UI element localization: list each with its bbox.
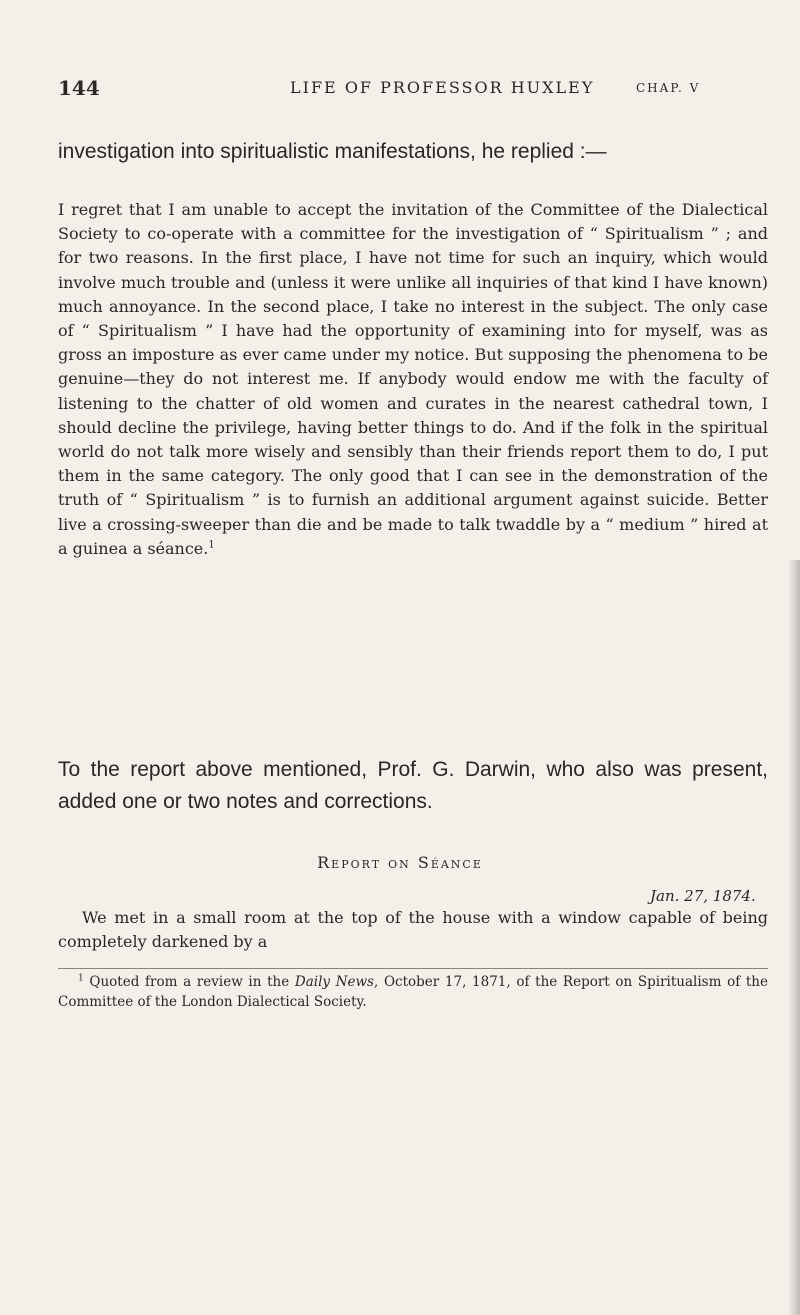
chapter-label: CHAP. V (636, 81, 701, 95)
quoted-letter-text: I regret that I am unable to accept the invitation of the Committee of the Dialectical Society to co-operate with a committee for the investigation of “ Spiritualism ” ; and for two reasons. In the first place, I have not time for such an inquiry, which would involve much trouble and (unless it were unlike all inquiries of that kind I have known) much annoyance. In the second place, I take no interest in the subject. The only case of “ Spiritualism ” I have had the opportunity of examining into for myself, was as gross an imposture as ever came under my notice. But supposing the phenomena to be genuine—they do not interest me. If anybody would endow me with the faculty of listening to the chatter of old women and curates in the nearest cathedral town, I should decline the privilege, having better things to do. And if the folk in the spiritual world do not talk more wisely and sensibly than their friends report them to do, I put them in the same category. The only good that I can see in the demonstration of the truth of “ Spiritualism ” is to furnish an additional argument against suicide. Better live a crossing-sweeper than die and be made to talk twaddle by a “ medium ” hired at a guinea a séance. (58, 200, 768, 558)
running-title: LIFE OF PROFESSOR HUXLEY (290, 78, 595, 97)
page-header (0, 76, 800, 106)
footnote-divider (58, 968, 768, 969)
footnote-italic-source: Daily News (294, 974, 374, 990)
footnote-reference: 1 (208, 539, 215, 551)
footnote-text-after: , October 17, 1871, of the Report on Spiritualism of the Committee of the London Dialectical Society. (58, 974, 768, 1010)
lead-paragraph: investigation into spiritualistic manifestations, he replied :— (58, 140, 607, 163)
section-heading: Report on Séance (317, 853, 483, 872)
second-lead-paragraph: To the report above mentioned, Prof. G. Darwin, who also was present, added one or two notes and corrections. (58, 758, 768, 813)
page-edge-shadow (788, 560, 800, 1315)
footnote-text-before: Quoted from a review in the (89, 974, 295, 990)
section-body: We met in a small room at the top of the house with a window capable of being completely darkened by a (58, 908, 768, 951)
quoted-letter (58, 198, 768, 561)
page-number: 144 (58, 76, 100, 100)
section-date: Jan. 27, 1874. (650, 887, 756, 905)
footnote-mark: 1 (78, 973, 84, 984)
footnote (58, 973, 768, 1012)
